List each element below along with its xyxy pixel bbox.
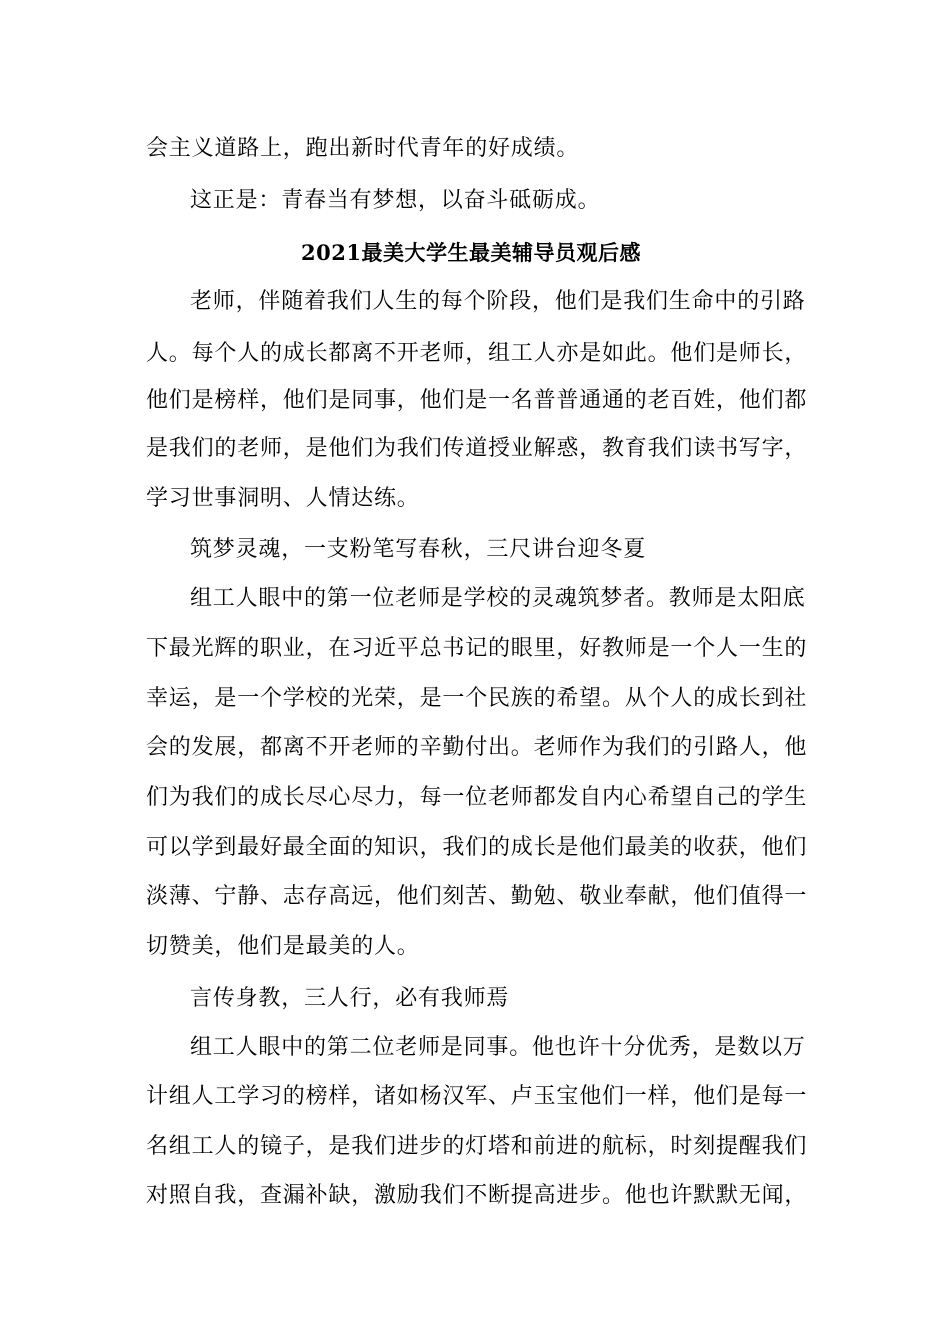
paragraph-line: 是我们的老师，是他们为我们传道授业解惑，教育我们读书写字， bbox=[146, 436, 808, 461]
paragraph-line: 幸运，是一个学校的光荣，是一个民族的希望。从个人的成长到社 bbox=[146, 686, 808, 711]
paragraph-line: 老师，伴随着我们人生的每个阶段，他们是我们生命中的引路 bbox=[190, 289, 806, 314]
paragraph-line: 淡薄、宁静、志存高远，他们刻苦、勤勉、敬业奉献，他们值得一 bbox=[146, 884, 808, 909]
paragraph-line: 名组工人的镜子，是我们进步的灯塔和前进的航标，时刻提醒我们 bbox=[146, 1134, 808, 1159]
section-title: 2021最美大学生最美辅导员观后感 bbox=[301, 240, 641, 265]
paragraph-line: 会主义道路上，跑出新时代青年的好成绩。 bbox=[146, 136, 580, 161]
paragraph-line: 学习世事洞明、人情达练。 bbox=[146, 486, 420, 511]
paragraph-line: 这正是：青春当有梦想，以奋斗砥砺成。 bbox=[190, 188, 601, 213]
paragraph-line: 对照自我，查漏补缺，激励我们不断提高进步。他也许默默无闻， bbox=[146, 1183, 808, 1208]
paragraph-line: 切赞美，他们是最美的人。 bbox=[146, 934, 420, 959]
paragraph-line: 们为我们的成长尽心尽力，每一位老师都发自内心希望自己的学生 bbox=[146, 785, 808, 810]
paragraph-line: 计组人工学习的榜样，诸如杨汉军、卢玉宝他们一样，他们是每一 bbox=[146, 1084, 808, 1109]
subheading-line: 筑梦灵魂，一支粉笔写春秋，三尺讲台迎冬夏 bbox=[190, 537, 647, 562]
paragraph-line: 组工人眼中的第一位老师是学校的灵魂筑梦者。教师是太阳底 bbox=[190, 586, 806, 611]
paragraph-line: 组工人眼中的第二位老师是同事。他也许十分优秀，是数以万 bbox=[190, 1035, 806, 1060]
paragraph-line: 下最光辉的职业，在习近平总书记的眼里，好教师是一个人一生的 bbox=[146, 636, 808, 661]
paragraph-line: 可以学到最好最全面的知识，我们的成长是他们最美的收获，他们 bbox=[146, 835, 808, 860]
paragraph-line: 人。每个人的成长都离不开老师，组工人亦是如此。他们是师长， bbox=[146, 341, 808, 366]
subheading-line: 言传身教，三人行，必有我师焉 bbox=[190, 986, 510, 1011]
paragraph-line: 会的发展，都离不开老师的辛勤付出。老师作为我们的引路人，他 bbox=[146, 735, 808, 760]
paragraph-line: 他们是榜样，他们是同事，他们是一名普普通通的老百姓，他们都 bbox=[146, 388, 808, 413]
